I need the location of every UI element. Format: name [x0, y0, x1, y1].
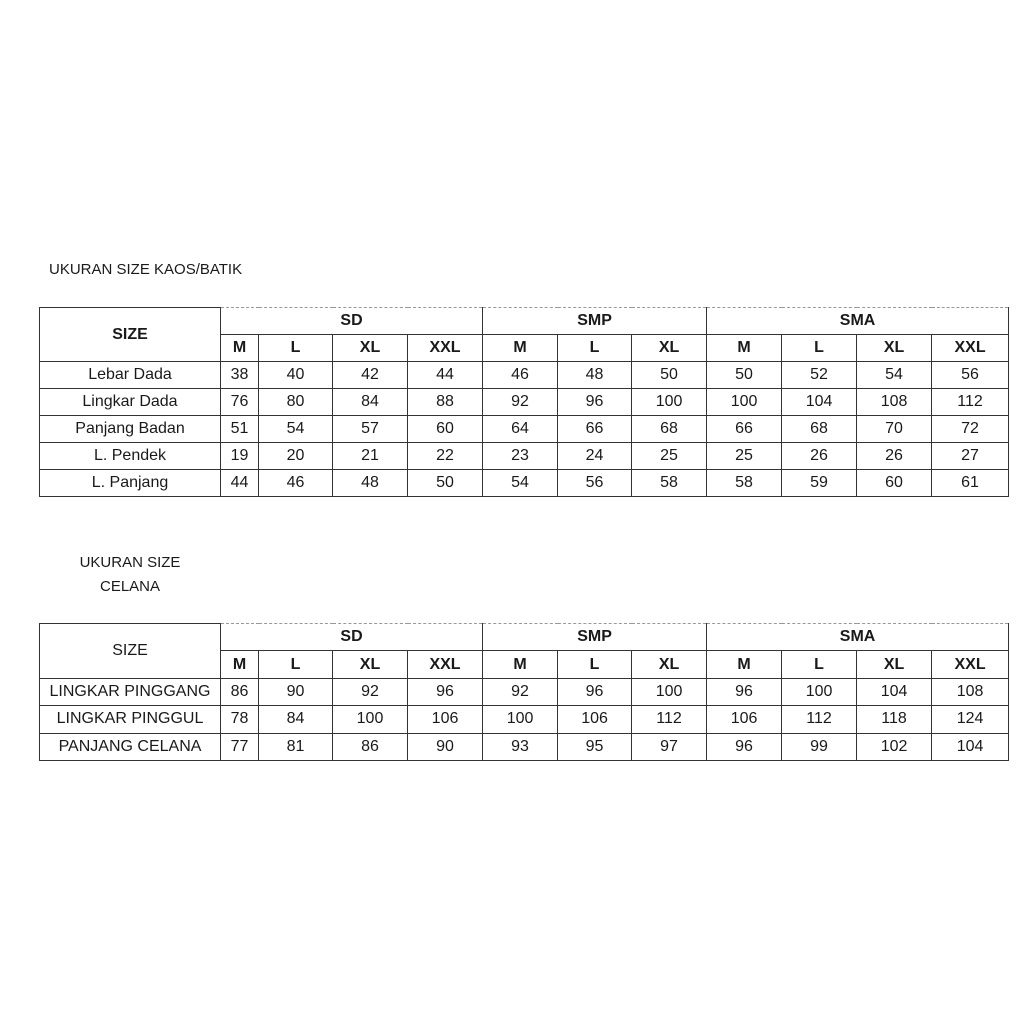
- size-header-smp-xl: XL: [632, 335, 707, 362]
- cell-value: 54: [259, 416, 333, 443]
- cell-value: 100: [333, 706, 408, 733]
- table-row: [40, 362, 1009, 389]
- shirt-table-caption: UKURAN SIZE KAOS/BATIK: [49, 261, 243, 278]
- cell-value: 96: [558, 389, 632, 416]
- table-row: [40, 470, 1009, 497]
- size-header-smp-m: M: [483, 335, 558, 362]
- size-column-header: SIZE: [40, 308, 221, 362]
- cell-value: 96: [707, 733, 782, 760]
- cell-value: 96: [558, 678, 632, 705]
- cell-value: 21: [333, 443, 408, 470]
- size-header-sma-m: M: [707, 335, 782, 362]
- group-header-sma: SMA: [707, 308, 1009, 335]
- size-header-sd-xxl: XXL: [408, 651, 483, 678]
- cell-value: 51: [221, 416, 259, 443]
- cell-value: 77: [221, 733, 259, 760]
- cell-value: 25: [632, 443, 707, 470]
- size-header-sma-xl: XL: [857, 651, 932, 678]
- cell-value: 78: [221, 706, 259, 733]
- cell-value: 100: [483, 706, 558, 733]
- table-row: [40, 678, 1009, 705]
- size-header-smp-l: L: [558, 651, 632, 678]
- cell-value: 56: [558, 470, 632, 497]
- cell-value: 57: [333, 416, 408, 443]
- cell-value: 38: [221, 362, 259, 389]
- table-row: [40, 389, 1009, 416]
- group-header-row: [40, 308, 1009, 335]
- cell-value: 92: [483, 389, 558, 416]
- cell-value: 84: [259, 706, 333, 733]
- cell-value: 64: [483, 416, 558, 443]
- cell-value: 58: [707, 470, 782, 497]
- cell-value: 108: [857, 389, 932, 416]
- cell-value: 54: [857, 362, 932, 389]
- cell-value: 106: [558, 706, 632, 733]
- cell-value: 76: [221, 389, 259, 416]
- size-header-sma-xl: XL: [857, 335, 932, 362]
- pants-table-caption: [40, 551, 220, 599]
- size-header-sd-xl: XL: [333, 651, 408, 678]
- group-header-row: [40, 624, 1009, 651]
- cell-value: 25: [707, 443, 782, 470]
- cell-value: 112: [782, 706, 857, 733]
- pants-caption-line2: CELANA: [99, 578, 161, 595]
- size-header-sd-xxl: XXL: [408, 335, 483, 362]
- cell-value: 50: [632, 362, 707, 389]
- cell-value: 40: [259, 362, 333, 389]
- row-label: LINGKAR PINGGANG: [40, 678, 221, 705]
- cell-value: 46: [259, 470, 333, 497]
- cell-value: 44: [221, 470, 259, 497]
- cell-value: 20: [259, 443, 333, 470]
- size-column-header: SIZE: [40, 624, 221, 679]
- size-header-sma-l: L: [782, 651, 857, 678]
- size-header-sma-m: M: [707, 651, 782, 678]
- cell-value: 86: [221, 678, 259, 705]
- cell-value: 95: [558, 733, 632, 760]
- cell-value: 90: [259, 678, 333, 705]
- pants-size-table: [39, 623, 1009, 761]
- cell-value: 24: [558, 443, 632, 470]
- cell-value: 61: [932, 470, 1009, 497]
- row-label: Panjang Badan: [40, 416, 221, 443]
- size-header-sma-l: L: [782, 335, 857, 362]
- cell-value: 42: [333, 362, 408, 389]
- cell-value: 81: [259, 733, 333, 760]
- cell-value: 106: [408, 706, 483, 733]
- cell-value: 100: [632, 389, 707, 416]
- cell-value: 60: [857, 470, 932, 497]
- size-header-sma-xxl: XXL: [932, 651, 1009, 678]
- cell-value: 84: [333, 389, 408, 416]
- cell-value: 44: [408, 362, 483, 389]
- cell-value: 92: [333, 678, 408, 705]
- group-header-smp: SMP: [483, 308, 707, 335]
- table-row: [40, 706, 1009, 733]
- cell-value: 27: [932, 443, 1009, 470]
- cell-value: 99: [782, 733, 857, 760]
- row-label: Lebar Dada: [40, 362, 221, 389]
- table-row: [40, 733, 1009, 760]
- pants-caption-line1: UKURAN SIZE: [79, 554, 181, 571]
- group-header-sma: SMA: [707, 624, 1009, 651]
- cell-value: 59: [782, 470, 857, 497]
- size-header-sd-xl: XL: [333, 335, 408, 362]
- cell-value: 93: [483, 733, 558, 760]
- cell-value: 66: [707, 416, 782, 443]
- size-header-sd-m: M: [221, 335, 259, 362]
- cell-value: 104: [782, 389, 857, 416]
- cell-value: 72: [932, 416, 1009, 443]
- cell-value: 112: [932, 389, 1009, 416]
- cell-value: 19: [221, 443, 259, 470]
- cell-value: 50: [408, 470, 483, 497]
- cell-value: 100: [632, 678, 707, 705]
- cell-value: 50: [707, 362, 782, 389]
- cell-value: 118: [857, 706, 932, 733]
- size-header-sd-l: L: [259, 335, 333, 362]
- row-label: LINGKAR PINGGUL: [40, 706, 221, 733]
- cell-value: 48: [558, 362, 632, 389]
- cell-value: 88: [408, 389, 483, 416]
- size-header-smp-xl: XL: [632, 651, 707, 678]
- cell-value: 68: [632, 416, 707, 443]
- cell-value: 52: [782, 362, 857, 389]
- row-label: L. Panjang: [40, 470, 221, 497]
- cell-value: 106: [707, 706, 782, 733]
- cell-value: 102: [857, 733, 932, 760]
- cell-value: 80: [259, 389, 333, 416]
- size-header-smp-l: L: [558, 335, 632, 362]
- cell-value: 104: [932, 733, 1009, 760]
- row-label: L. Pendek: [40, 443, 221, 470]
- cell-value: 46: [483, 362, 558, 389]
- cell-value: 66: [558, 416, 632, 443]
- table-row: [40, 416, 1009, 443]
- cell-value: 60: [408, 416, 483, 443]
- cell-value: 86: [333, 733, 408, 760]
- size-header-sma-xxl: XXL: [932, 335, 1009, 362]
- cell-value: 124: [932, 706, 1009, 733]
- group-header-sd: SD: [221, 308, 483, 335]
- cell-value: 58: [632, 470, 707, 497]
- cell-value: 108: [932, 678, 1009, 705]
- cell-value: 26: [857, 443, 932, 470]
- cell-value: 96: [408, 678, 483, 705]
- shirt-size-table: [39, 307, 1009, 497]
- cell-value: 96: [707, 678, 782, 705]
- cell-value: 104: [857, 678, 932, 705]
- cell-value: 54: [483, 470, 558, 497]
- size-header-sd-m: M: [221, 651, 259, 678]
- cell-value: 56: [932, 362, 1009, 389]
- cell-value: 48: [333, 470, 408, 497]
- row-label: Lingkar Dada: [40, 389, 221, 416]
- size-header-smp-m: M: [483, 651, 558, 678]
- cell-value: 22: [408, 443, 483, 470]
- cell-value: 68: [782, 416, 857, 443]
- group-header-sd: SD: [221, 624, 483, 651]
- cell-value: 70: [857, 416, 932, 443]
- table-row: [40, 443, 1009, 470]
- group-header-smp: SMP: [483, 624, 707, 651]
- cell-value: 100: [707, 389, 782, 416]
- cell-value: 90: [408, 733, 483, 760]
- row-label: PANJANG CELANA: [40, 733, 221, 760]
- cell-value: 97: [632, 733, 707, 760]
- cell-value: 112: [632, 706, 707, 733]
- cell-value: 23: [483, 443, 558, 470]
- size-header-sd-l: L: [259, 651, 333, 678]
- cell-value: 26: [782, 443, 857, 470]
- cell-value: 100: [782, 678, 857, 705]
- cell-value: 92: [483, 678, 558, 705]
